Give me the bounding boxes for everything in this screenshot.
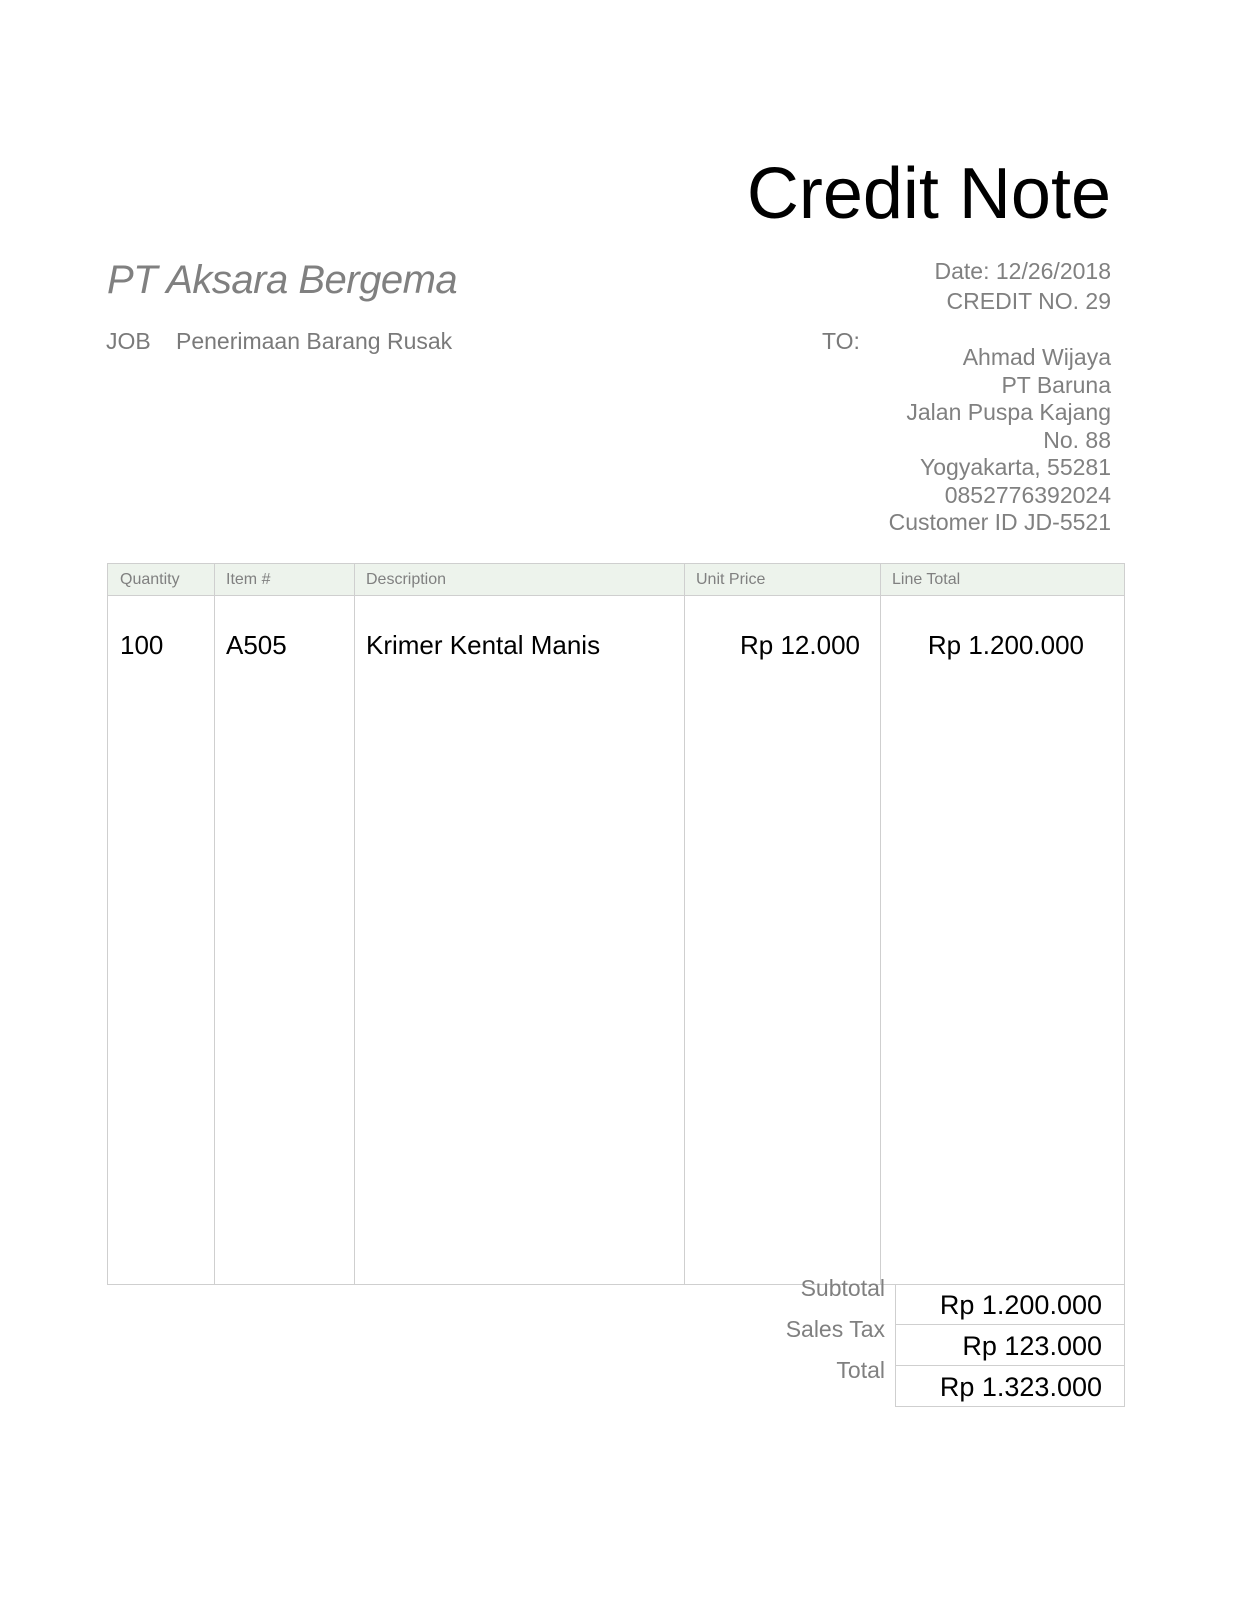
recipient-name: Ahmad Wijaya	[962, 344, 1111, 370]
header-quantity: Quantity	[120, 571, 180, 588]
job-label: JOB	[106, 328, 151, 354]
column-divider	[214, 564, 215, 1284]
cell-item: A505	[226, 630, 287, 660]
cell-quantity: 100	[120, 630, 164, 660]
recipient-street: Jalan Puspa Kajang	[906, 399, 1111, 425]
document-meta	[935, 256, 1111, 316]
subtotal-label: Subtotal	[800, 1275, 885, 1301]
cell-description: Krimer Kental Manis	[366, 630, 601, 660]
to-label: TO:	[822, 328, 860, 354]
sales-tax-value: Rp 123.000	[962, 1331, 1102, 1361]
subtotal-value: Rp 1.200.000	[939, 1290, 1102, 1320]
header-item: Item #	[226, 571, 271, 588]
column-divider	[354, 564, 355, 1284]
total-label: Total	[836, 1357, 885, 1383]
column-divider	[880, 564, 881, 1284]
credit-number: CREDIT NO. 29	[946, 288, 1111, 314]
recipient-customer-id: Customer ID JD-5521	[888, 509, 1111, 535]
recipient-address	[889, 344, 1111, 537]
recipient-city: Yogyakarta, 55281	[920, 454, 1111, 480]
header-description: Description	[366, 571, 447, 588]
sales-tax-label: Sales Tax	[785, 1316, 885, 1342]
sales-tax-box	[895, 1325, 1125, 1366]
recipient-company: PT Baruna	[1001, 371, 1111, 398]
cell-unit-price: Rp 12.000	[740, 630, 860, 660]
recipient-phone: 0852776392024	[944, 481, 1111, 508]
date-line: Date: 12/26/2018	[934, 258, 1111, 284]
column-divider	[684, 564, 685, 1284]
job-value: Penerimaan Barang Rusak	[176, 328, 453, 354]
total-box	[895, 1366, 1125, 1407]
cell-line-total: Rp 1.200.000	[927, 630, 1084, 660]
header-line-total: Line Total	[892, 571, 961, 588]
recipient-number: No. 88	[1043, 426, 1111, 453]
header-unit-price: Unit Price	[696, 571, 766, 588]
total-value: Rp 1.323.000	[939, 1372, 1102, 1402]
document-title: Credit Note	[746, 154, 1111, 234]
company-name: PT Aksara Bergema	[107, 258, 458, 302]
subtotal-box	[895, 1284, 1125, 1325]
line-items-table	[107, 563, 1125, 1285]
